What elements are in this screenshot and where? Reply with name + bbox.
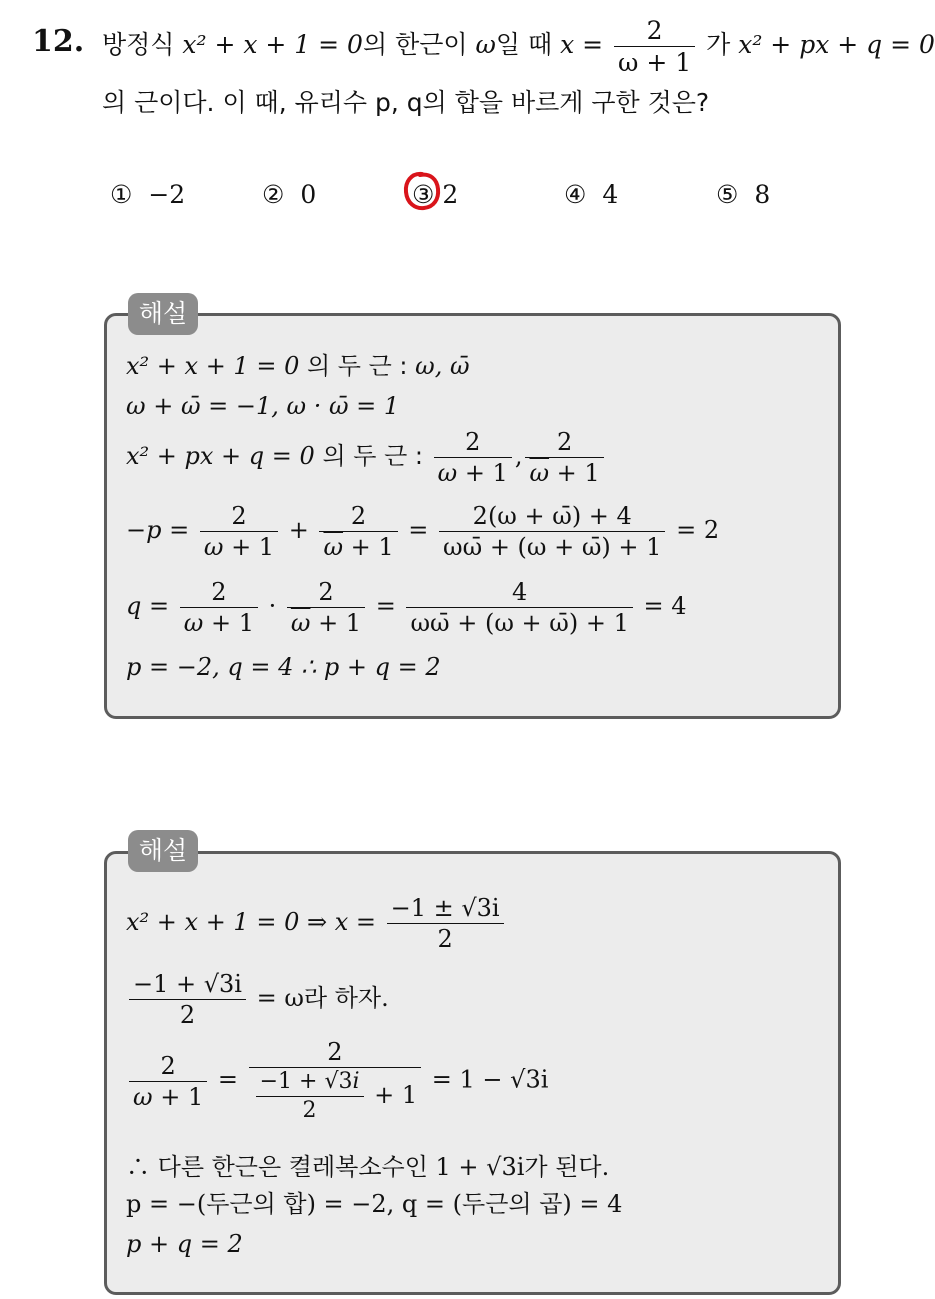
exp2-let-omega: = ω라 하자. [256,984,389,1012]
choice-value: 4 [602,180,619,209]
exp2-line-2 [126,972,389,1027]
fraction-2-over-omega-plus-1: $\frac{2}{\omega + 1}$ [434,430,512,485]
choice-4[interactable] [564,180,618,209]
exp1-eq2: x² + px + q = 0 [126,442,315,470]
exp1-line-2 [126,394,399,418]
exp1-line-6 [126,655,441,679]
exp1-text: 의 두 근 : [306,352,408,380]
choice-marker: ① [110,180,133,209]
exp1-neg-p: −p = [126,516,190,544]
choice-marker: ④ [564,180,587,209]
question-line-2: 의 근이다. 이 때, 유리수 p, q의 합을 바르게 구한 것은? [102,88,710,117]
equation-1: x² + x + 1 = 0 [182,30,363,59]
fraction-denominator: ω + 1 [618,48,692,77]
answer-circle-icon [403,170,441,212]
choice-value: −2 [148,180,186,209]
exp1-line-5: q = $\frac{2}{\omega + 1}$ · $\frac{2}{\overline{\omega} + 1}$ = $\frac{4}{\omega\omegā + (\omega + \omegā) + 1}$ = 4 [126,578,687,637]
question-text-mid: 의 한근이 [362,30,468,59]
exp1-sum-product: ω + ω̄ = −1, ω · ω̄ = 1 [126,392,400,420]
question-text-mid2: 일 때 [495,30,553,59]
omega-symbol: ω [475,30,496,59]
exp1-conclusion: p = −2, q = 4 ∴ p + q = 2 [126,653,441,681]
choice-value: 0 [300,180,317,209]
equation-2: x² + px + q = 0 [738,30,935,59]
exp1-line-3: x² + px + q = 0 의 두 근 : $\frac{2}{\omega + 1}$ , $\frac{2}{\overline{\omega} + 1}$ [126,430,607,485]
exp1-q: q = [126,592,170,620]
fraction-d: $\frac{2}{\omega + 1}$ [180,580,258,635]
x-equals: x = [560,30,604,59]
choice-marker: ⑤ [716,180,739,209]
fraction-numerator: 2 [614,18,695,47]
fraction-2-over-omega-bar-plus-1: $\frac{2}{\overline{\omega} + 1}$ [525,430,603,485]
exp1-eq: x² + x + 1 = 0 [126,352,300,380]
question-fraction [614,18,695,75]
question-text-ga: 가 [706,30,731,59]
question-number: 12. [32,24,85,59]
exp1-roots: ω, ω̄ [415,352,470,380]
choice-5[interactable] [716,180,770,209]
choice-value: 8 [754,180,771,209]
exp1-text2: 의 두 근 : [322,442,423,470]
question-text-prefix: 방정식 [102,30,175,59]
exp1-line-4: −p = $\frac{2}{\omega + 1}$ + $\frac{2}{\overline{\omega} + 1}$ = $\frac{2(\omega + \omegā) + 4}{\omega\omegā + (\omega + \omegā) + 1}$ = 2 [126,502,720,561]
exp2-complex-fraction: 2 $\frac{-1 + √3i}{2}$ + 1 [249,1040,422,1122]
fraction-f: $\frac{4}{\omega\omegā + (\omega + \omegā) + 1}$ [406,580,632,635]
exp2-conclusion: p + q = 2 [126,1230,243,1258]
question-line-1 [102,18,935,75]
explanation-tag-2: 해설 [128,830,198,872]
exp1-result-1: = 2 [676,516,720,544]
choice-2[interactable] [262,180,316,209]
exp1-result-2: = 4 [643,592,687,620]
exp1-line-1 [126,354,470,378]
exp2-root-fraction: $\frac{-1 \pm √3i}{2}$ [387,896,504,951]
fraction-a: $\frac{2}{\omega + 1}$ [200,504,278,559]
fraction-c: $\frac{2(\omega + \omegā) + 4}{\omega\omegā + (\omega + \omegā) + 1}$ [439,504,665,559]
explanation-tag-1: 해설 [128,293,198,335]
fraction-b: $\frac{2}{\overline{\omega} + 1}$ [319,504,397,559]
exp2-result: = 1 − √3i [431,1065,549,1094]
exp2-line-3: $\frac{2}{\omega + 1}$ = 2 $\frac{-1 + √3i}{2}$ + 1 = 1 − √3i [126,1040,548,1122]
exp2-line-6 [126,1232,243,1256]
exp2-line-4: ∴ 다른 한근은 켤레복소수인 1 + √3i가 된다. [126,1153,610,1181]
exp2-eq: x² + x + 1 = 0 ⇒ x = [126,908,376,936]
exp2-line-1 [126,896,507,951]
exp2-omega-fraction: $\frac{-1 + √3i}{2}$ [129,972,246,1027]
choice-marker: ② [262,180,285,209]
choice-1[interactable] [110,180,185,209]
choice-marker: ③ [412,180,435,209]
exp2-line-5: p = −(두근의 합) = −2, q = (두근의 곱) = 4 [126,1190,623,1218]
fraction-e: $\frac{2}{\overline{\omega} + 1}$ [287,580,365,635]
choice-value: 2 [442,180,459,209]
exp2-frac-lhs: $\frac{2}{\omega + 1}$ [129,1054,207,1109]
